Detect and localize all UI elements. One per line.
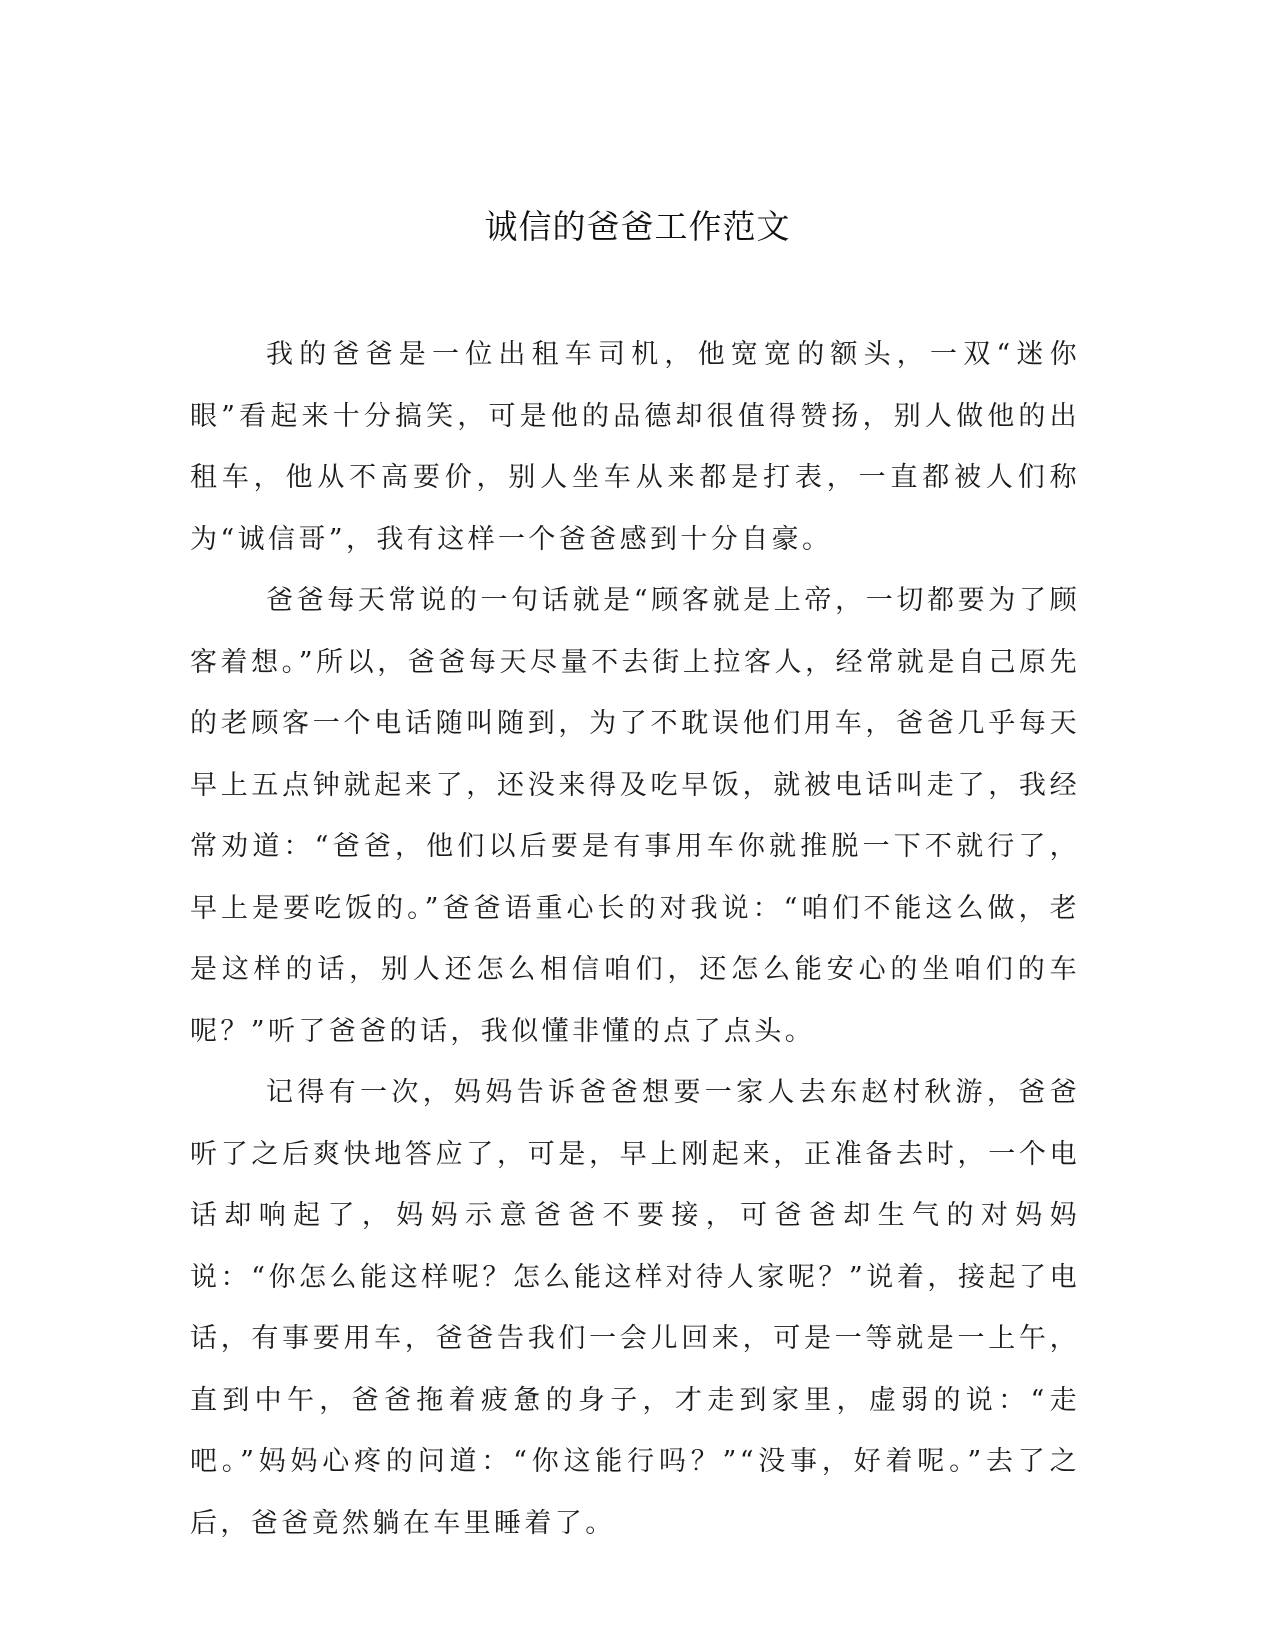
document-body (190, 324, 1080, 1554)
paragraph-2: 爸爸每天常说的一句话就是“顾客就是上帝，一切都要为了顾客着想。”所以，爸爸每天尽量不去街上拉客人，经常就是自己原先的老顾客一个电话随叫随到，为了不耽误他们用车，爸爸几乎每天早上五点钟就起来了，还没来得及吃早饭，就被电话叫走了，我经常劝道：“爸爸，他们以后要是有事用车你就推脱一下不就行了，早上是要吃饭的。”爸爸语重心长的对我说：“咱们不能这么做，老是这样的话，别人还怎么相信咱们，还怎么能安心的坐咱们的车呢？”听了爸爸的话，我似懂非懂的点了点头。 (190, 585, 1080, 1047)
document-title: 诚信的爸爸工作范文 (484, 207, 791, 246)
paragraph-1: 我的爸爸是一位出租车司机，他宽宽的额头，一双“迷你眼”看起来十分搞笑，可是他的品德却很值得赞扬，别人做他的出租车，他从不高要价，别人坐车从来都是打表，一直都被人们称为“诚信哥”，我有这样一个爸爸感到十分自豪。 (190, 339, 1080, 555)
paragraph-3: 记得有一次，妈妈告诉爸爸想要一家人去东赵村秋游，爸爸听了之后爽快地答应了，可是，早上刚起来，正准备去时，一个电话却响起了，妈妈示意爸爸不要接，可爸爸却生气的对妈妈说：“你怎么能这样呢？怎么能这样对待人家呢？”说着，接起了电话，有事要用车，爸爸告我们一会儿回来，可是一等就是一上午，直到中午，爸爸拖着疲惫的身子，才走到家里，虚弱的说：“走吧。”妈妈心疼的问道：“你这能行吗？”“没事，好着呢。”去了之后，爸爸竟然躺在车里睡着了。 (190, 1077, 1080, 1539)
